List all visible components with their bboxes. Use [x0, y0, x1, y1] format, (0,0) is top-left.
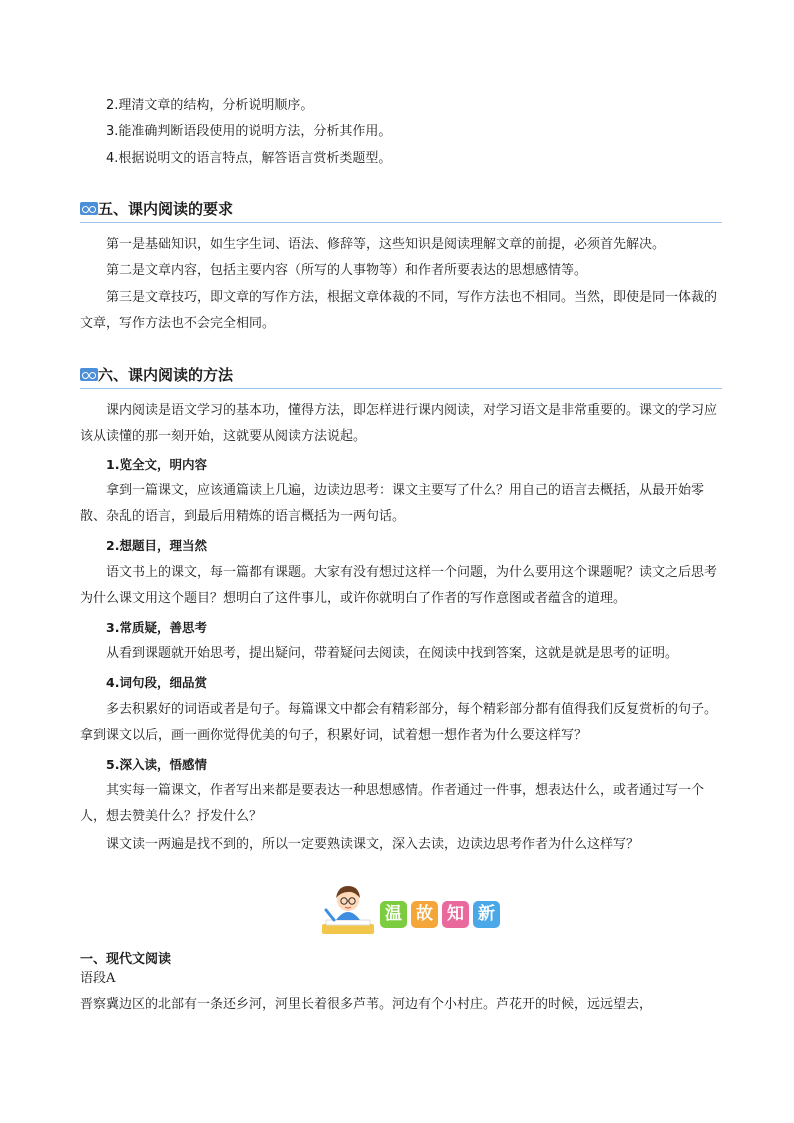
- objective-item-2: 2.理清文章的结构，分析说明顺序。: [106, 98, 314, 113]
- method-5-text: 其实每一篇课文，作者写出来都是要表达一种思想感情。作者通过一件事，想表达什么，或者通过写一个人，想去赞美什么？抒发什么？: [80, 783, 705, 824]
- objective-item-4: 4.根据说明文的语言特点，解答语言赏析类题型。: [106, 151, 392, 166]
- banner-char-4: 新: [473, 901, 500, 928]
- section-link-icon: [80, 202, 98, 215]
- method-3-title: 3.常质疑，善思考: [106, 620, 207, 635]
- section-5-paragraph-3: 第三是文章技巧，即文章的写作方法，根据文章体裁的不同，写作方法也不相同。当然，即使是同一体裁的文章，写作方法也不会完全相同。: [80, 290, 718, 331]
- segment-label: 语段A: [80, 971, 116, 986]
- section-5-paragraph-1: 第一是基础知识，如生字生词、语法、修辞等，这些知识是阅读理解文章的前提，必须首先解决。: [106, 237, 666, 252]
- method-4-title: 4.词句段，细品赏: [106, 675, 207, 690]
- section-5-title: 五、课内阅读的要求: [98, 200, 234, 218]
- review-banner: [320, 880, 510, 940]
- method-2-title: 2.想题目，理当然: [106, 538, 207, 553]
- method-1-text: 拿到一篇课文，应该通篇读上几遍，边读边思考：课文主要写了什么？用自己的语言去概括，从最开始零散、杂乱的语言，到最后用精炼的语言概括为一两句话。: [80, 483, 705, 524]
- section-5-paragraph-2: 第二是文章内容，包括主要内容（所写的人事物等）和作者所要表达的思想感情等。: [106, 263, 588, 278]
- method-2-text: 语文书上的课文，每一篇都有课题。大家有没有想过这样一个问题，为什么要用这个课题呢？读文之后思考为什么课文用这个题目？想明白了这件事儿，或许你就明白了作者的写作意图或者蕴含的道理。: [80, 565, 718, 606]
- banner-char-1: 温: [380, 901, 407, 928]
- method-3-text: 从看到课题就开始思考，提出疑问，带着疑问去阅读，在阅读中找到答案，这就是就是思考的证明。: [106, 646, 679, 661]
- banner-title: [380, 901, 500, 928]
- section-6-heading: [80, 364, 722, 389]
- banner-char-3: 知: [442, 901, 469, 928]
- method-1-title: 1.览全文，明内容: [106, 457, 207, 472]
- section-6-intro: 课内阅读是语文学习的基本功，懂得方法，即怎样进行课内阅读，对学习语文是非常重要的。课文的学习应该从读懂的那一刻开始，这就要从阅读方法说起。: [80, 403, 718, 444]
- segment-text: 晋察冀边区的北部有一条还乡河，河里长着很多芦苇。河边有个小村庄。芦花开的时候，远远望去，: [80, 997, 653, 1012]
- method-4-text: 多去积累好的词语或者是句子。每篇课文中都会有精彩部分，每个精彩部分都有值得我们反复赏析的句子。拿到课文以后，画一画你觉得优美的句子，积累好词，试着想一想作者为什么要这样写？: [80, 702, 718, 743]
- method-5-title: 5.深入读，悟感情: [106, 757, 207, 772]
- objective-item-3: 3.能准确判断语段使用的说明方法，分析其作用。: [106, 124, 392, 139]
- section-6-title: 六、课内阅读的方法: [98, 366, 234, 384]
- section-5-heading: [80, 198, 722, 223]
- section-6-closing: 课文读一两遍是找不到的，所以一定要熟读课文，深入去读，边读边思考作者为什么这样写？: [106, 837, 640, 852]
- student-reading-icon: [320, 880, 376, 938]
- exercise-section-title: 一、现代文阅读: [80, 952, 172, 967]
- banner-char-2: 故: [411, 901, 438, 928]
- section-link-icon: [80, 368, 98, 381]
